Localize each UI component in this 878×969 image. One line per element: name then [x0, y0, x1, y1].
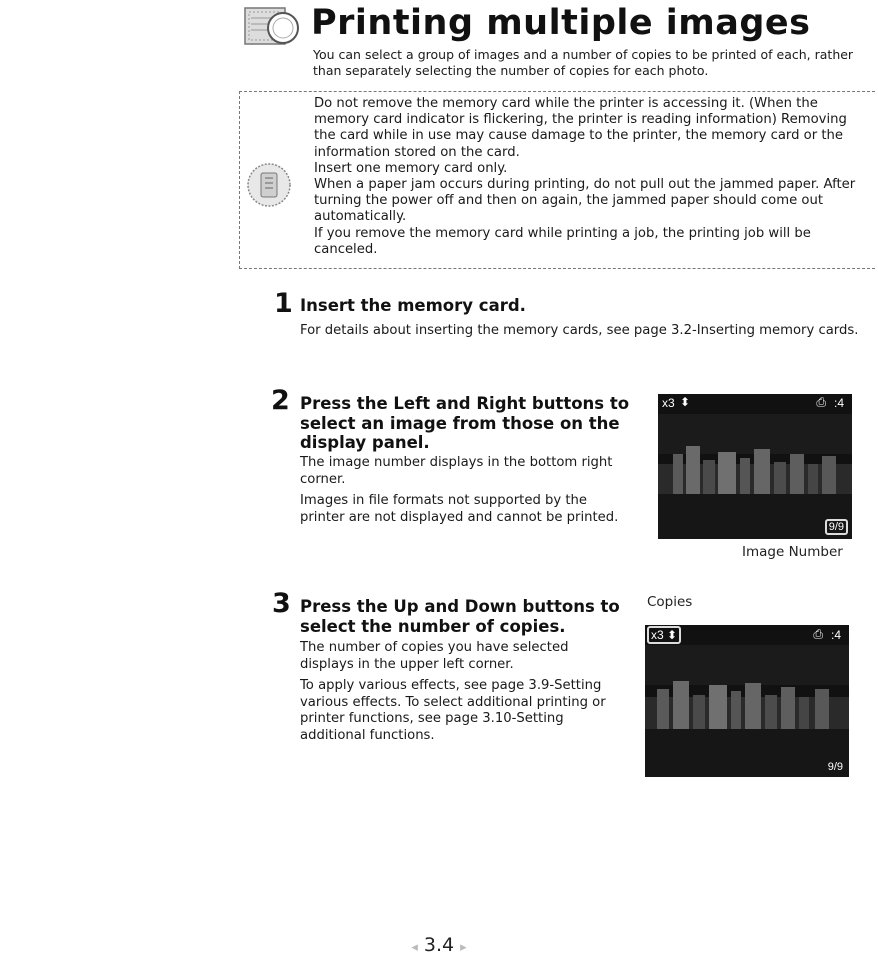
step-1-body [300, 323, 875, 345]
print-count-icon: ⎙ [813, 627, 823, 641]
image-number-indicator: 9/9 [827, 761, 843, 773]
up-down-arrows-icon: ⬍ [680, 395, 691, 409]
image-number-caption: Image Number [742, 544, 843, 560]
caution-item: Insert one memory card only. [314, 160, 508, 176]
step-3-text: To apply various effects, see page 3.9-Setting various effects. To select additional printing or printer functions, see page 3.10-Setting additional functions. [300, 678, 606, 743]
right-page-ornament-icon: ▸ [460, 940, 467, 955]
copies-caption: Copies [647, 594, 693, 610]
step-1-text: For details about inserting the memory cards, see page 3.2-Inserting memory cards. [300, 323, 859, 338]
intro-text: You can select a group of images and a number of copies to be printed of each, rather than separately selecting the number of copies for each photo. [313, 47, 854, 78]
step-1-number: 1 [274, 288, 293, 319]
city-photo [645, 625, 849, 777]
caution-item: When a paper jam occurs during printing, do not pull out the jammed paper. After turning the power off and then on again, the jammed paper should come out automatically. [314, 177, 856, 225]
caution-item: If you remove the memory card while printing a job, the printing job will be canceled. [314, 225, 811, 257]
up-down-arrows-icon: ⬍ [667, 628, 678, 642]
page-number-value: 3.4 [423, 934, 455, 956]
page-title: Printing multiple images [311, 3, 811, 43]
copies-indicator [647, 626, 681, 644]
caution-item: Do not remove the memory card while the printer is accessing it. (When the memory card indicator is flickering, the printer is reading information) Removing the card while in use may cause damage to the printer, the memory card or the information stored on the card. [314, 96, 847, 160]
city-photo [658, 394, 852, 539]
step-2-number: 2 [271, 385, 290, 416]
step-2-text: Images in file formats not supported by the printer are not displayed and cannot be printed. [300, 493, 619, 525]
step-2-body [300, 455, 625, 531]
display-panel-screen [658, 394, 852, 539]
step-2-text: The image number displays in the bottom right corner. [300, 455, 613, 487]
print-count: :4 [830, 628, 841, 642]
print-count-icon: ⎙ [816, 395, 826, 409]
copies-value: x3 [651, 628, 664, 642]
step-3-heading: Press the Up and Down buttons to select the number of copies. [300, 597, 620, 636]
copies-indicator: x3 [662, 396, 675, 410]
print-count: :4 [833, 396, 844, 410]
step-2-heading: Press the Left and Right buttons to select an image from those on the display panel. [300, 394, 630, 452]
image-number-indicator: 9/9 [825, 519, 848, 535]
step-3-body [300, 640, 625, 749]
left-page-ornament-icon: ◂ [411, 940, 418, 955]
step-3-number: 3 [272, 588, 291, 619]
step-1-heading: Insert the memory card. [300, 296, 526, 315]
display-panel-screen [645, 625, 849, 777]
step-3-text: The number of copies you have selected displays in the upper left corner. [300, 640, 569, 672]
caution-list [314, 96, 870, 258]
multiple-images-icon [243, 4, 303, 48]
page-number [0, 934, 878, 956]
caution-icon [245, 161, 293, 209]
